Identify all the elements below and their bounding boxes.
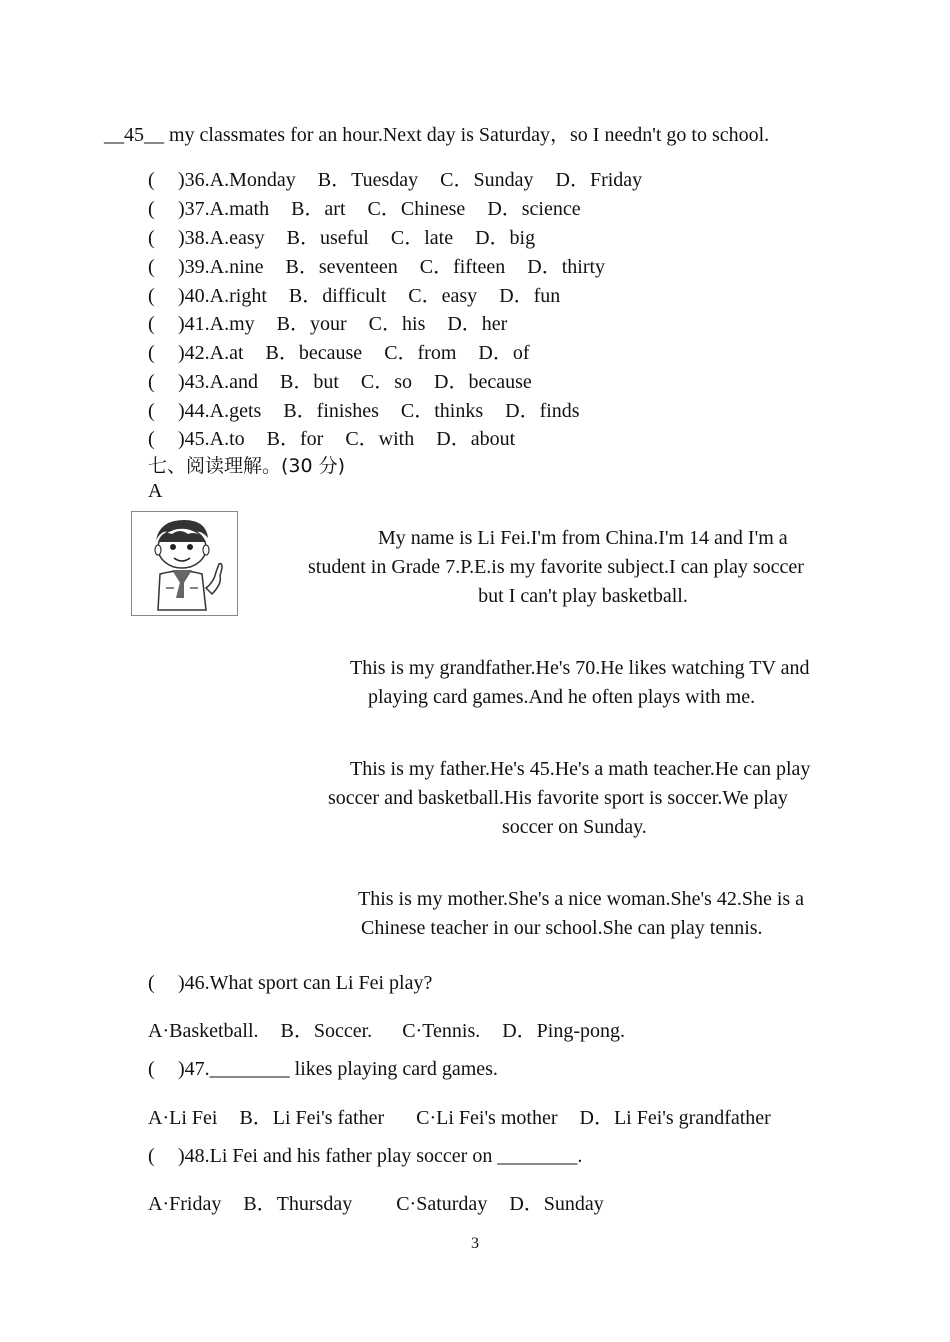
continuation-line: __45__ my classmates for an hour.Next day is Saturday，so I needn't go to school. <box>104 124 770 146</box>
passage-line: This is my mother.She's a nice woman.She's 42.She is a <box>358 888 805 910</box>
question-44 <box>148 394 602 423</box>
option-c: C．fifteen <box>419 256 506 278</box>
answer-blank[interactable]: ( <box>148 428 155 450</box>
passage-grandfather <box>350 654 870 712</box>
option-d: D．science <box>487 198 581 220</box>
option-d: D．fun <box>499 285 561 307</box>
option-d: D．because <box>434 371 532 393</box>
question-47-options <box>148 1101 771 1130</box>
option-d: D．of <box>478 342 530 364</box>
option-d: D．Friday <box>555 169 643 191</box>
option-c: C．from <box>384 342 457 364</box>
option-b: B．because <box>265 342 363 364</box>
answer-blank[interactable]: ( <box>148 1145 155 1167</box>
option-b: B．Soccer. <box>280 1020 373 1042</box>
passage-line: soccer and basketball.His favorite sport is soccer.We play <box>328 787 788 809</box>
option-d: D．thirty <box>527 256 606 278</box>
passage-line: This is my grandfather.He's 70.He likes watching TV and <box>350 657 810 679</box>
option-b: B．Thursday <box>243 1193 353 1215</box>
question-label: )39.A.nine <box>178 256 264 278</box>
answer-blank[interactable]: ( <box>148 1058 155 1080</box>
question-40 <box>148 279 582 308</box>
answer-blank[interactable]: ( <box>148 371 155 393</box>
option-b: B．art <box>291 198 346 220</box>
passage-line: This is my father.He's 45.He's a math teacher.He can play <box>350 758 811 780</box>
option-d: D．big <box>475 227 536 249</box>
question-label: )44.A.gets <box>178 400 262 422</box>
option-c: C．his <box>368 313 426 335</box>
option-b: B．useful <box>286 227 369 249</box>
passage-line: My name is Li Fei.I'm from China.I'm 14 and I'm a <box>378 527 788 549</box>
answer-blank[interactable]: ( <box>148 256 155 278</box>
section-title: 七、阅读理解。(30 分) <box>148 455 346 477</box>
question-43 <box>148 365 554 394</box>
option-c: C．Sunday <box>440 169 534 191</box>
question-label: )43.A.and <box>178 371 258 393</box>
passage-line: soccer on Sunday. <box>502 816 647 838</box>
option-b: B．seventeen <box>285 256 398 278</box>
question-46-stem <box>148 972 432 995</box>
question-label: )45.A.to <box>178 428 245 450</box>
boy-cartoon-icon <box>132 512 237 615</box>
option-c: C．easy <box>408 285 478 307</box>
passage-li-fei <box>308 524 858 611</box>
option-c: C．Chinese <box>367 198 466 220</box>
passage-line: but I can't play basketball. <box>478 585 688 607</box>
passage-mother <box>358 885 858 943</box>
option-b: B．for <box>266 428 324 450</box>
option-b: B．Li Fei's father <box>239 1107 385 1129</box>
question-46-options <box>148 1014 625 1043</box>
answer-blank[interactable]: ( <box>148 169 155 191</box>
question-label: )40.A.right <box>178 285 267 307</box>
option-d: D．her <box>447 313 508 335</box>
option-a: A·Friday <box>148 1193 222 1215</box>
option-d: D．Li Fei's grandfather <box>579 1107 771 1129</box>
question-41 <box>148 307 529 336</box>
option-b: B．your <box>276 313 347 335</box>
option-c: C．so <box>360 371 413 393</box>
passage-line: student in Grade 7.P.E.is my favorite subject.I can play soccer <box>308 556 804 578</box>
answer-blank[interactable]: ( <box>148 227 155 249</box>
question-38 <box>148 221 557 250</box>
passage-line: Chinese teacher in our school.She can play tennis. <box>361 917 763 939</box>
passage-father <box>328 755 858 842</box>
question-label: )41.A.my <box>178 313 255 335</box>
boy-portrait <box>131 511 238 616</box>
question-label: )42.A.at <box>178 342 244 364</box>
question-label: )37.A.math <box>178 198 270 220</box>
question-stem: )46.What sport can Li Fei play? <box>178 972 433 994</box>
question-36 <box>148 163 664 192</box>
option-c: C·Saturday <box>396 1193 488 1215</box>
option-c: C·Tennis. <box>402 1020 481 1042</box>
option-d: D．Ping-pong. <box>502 1020 626 1042</box>
answer-blank[interactable]: ( <box>148 313 155 335</box>
option-b: B．Tuesday <box>317 169 419 191</box>
question-42 <box>148 336 552 365</box>
part-label: A <box>148 480 163 502</box>
question-48-stem <box>148 1145 582 1168</box>
question-39 <box>148 250 627 279</box>
option-d: D．about <box>436 428 516 450</box>
option-d: D．Sunday <box>509 1193 604 1215</box>
option-d: D．finds <box>505 400 580 422</box>
option-b: B．difficult <box>288 285 387 307</box>
question-37 <box>148 192 603 221</box>
question-stem: )48.Li Fei and his father play soccer on ________. <box>178 1145 583 1167</box>
question-48-options <box>148 1187 604 1216</box>
question-47-stem <box>148 1058 498 1081</box>
question-label: )36.A.Monday <box>178 169 296 191</box>
option-b: B．but <box>279 371 339 393</box>
option-c: C．late <box>390 227 454 249</box>
question-label: )38.A.easy <box>178 227 265 249</box>
answer-blank[interactable]: ( <box>148 342 155 364</box>
option-a: A·Basketball. <box>148 1020 259 1042</box>
answer-blank[interactable]: ( <box>148 972 155 994</box>
option-a: A·Li Fei <box>148 1107 218 1129</box>
question-stem: )47.________ likes playing card games. <box>178 1058 498 1080</box>
option-c: C·Li Fei's mother <box>416 1107 558 1129</box>
answer-blank[interactable]: ( <box>148 285 155 307</box>
answer-blank[interactable]: ( <box>148 198 155 220</box>
passage-line: playing card games.And he often plays with me. <box>368 686 756 708</box>
option-c: C．with <box>345 428 415 450</box>
question-45 <box>148 422 537 451</box>
page-number: 3 <box>471 1235 479 1252</box>
answer-blank[interactable]: ( <box>148 400 155 422</box>
option-c: C．thinks <box>400 400 484 422</box>
option-b: B．finishes <box>283 400 379 422</box>
